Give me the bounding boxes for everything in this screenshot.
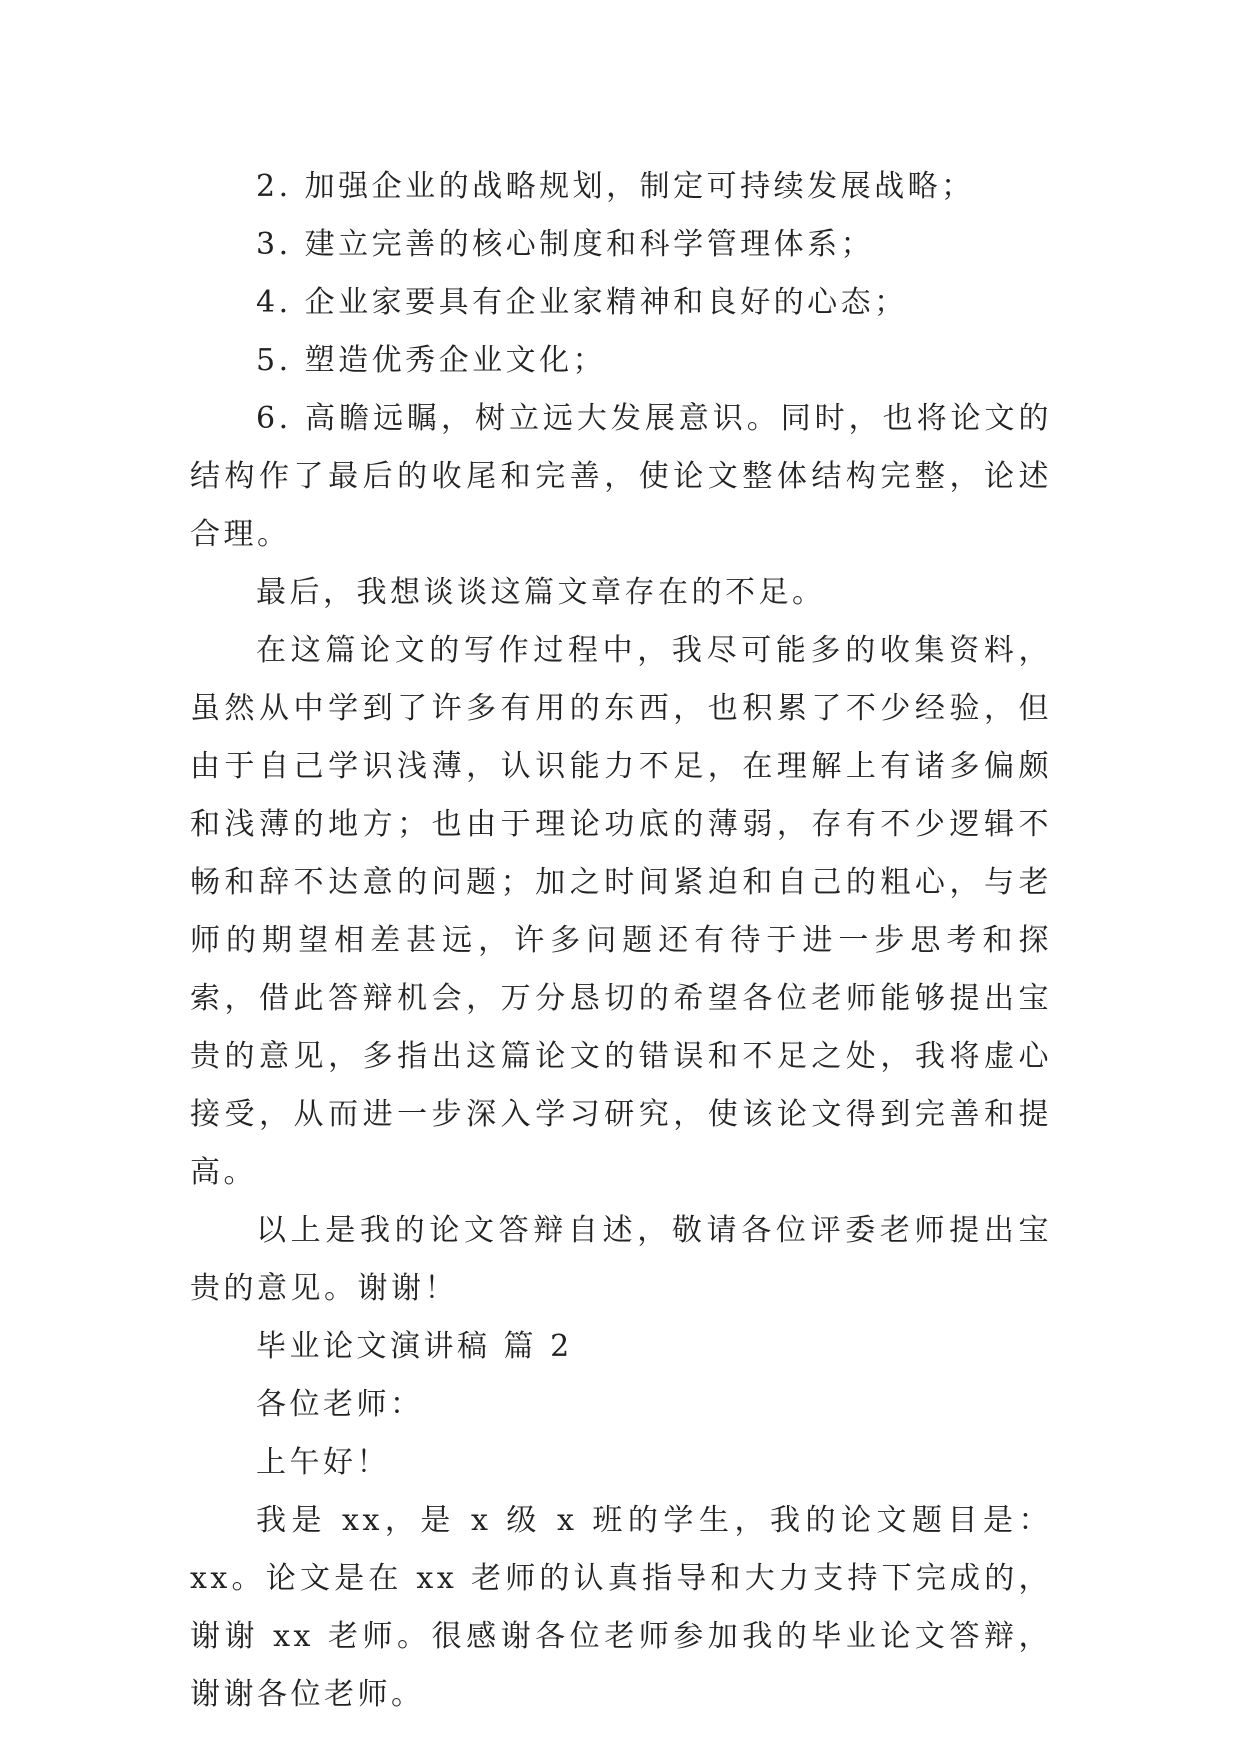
paragraph-item-2: 2. 加强企业的战略规划，制定可持续发展战略； — [256, 169, 975, 204]
paragraph-item-5: 5. 塑造优秀企业文化； — [256, 343, 607, 378]
paragraph-item-6: 6. 高瞻远瞩，树立远大发展意识。同时，也将论文的结构作了最后的收尾和完善，使论文整体结构完整，论述合理。 — [190, 401, 1052, 552]
paragraph-shortcomings-intro: 最后，我想谈谈这篇文章存在的不足。 — [256, 575, 826, 610]
paragraph-item-3: 3. 建立完善的核心制度和科学管理体系； — [256, 227, 875, 262]
section-heading: 毕业论文演讲稿 篇 2 — [256, 1329, 573, 1364]
document-body — [190, 158, 1052, 1724]
paragraph-closing: 以上是我的论文答辩自述，敬请各位评委老师提出宝贵的意见。谢谢！ — [190, 1213, 1052, 1306]
greeting: 上午好！ — [256, 1445, 390, 1480]
salutation: 各位老师： — [256, 1387, 424, 1422]
paragraph-shortcomings-body: 在这篇论文的写作过程中，我尽可能多的收集资料，虽然从中学到了许多有用的东西，也积累了不少经验，但由于自己学识浅薄，认识能力不足，在理解上有诸多偏颇和浅薄的地方；也由于理论功底的薄弱，存有不少逻辑不畅和辞不达意的问题；加之时间紧迫和自己的粗心，与老师的期望相差甚远，许多问题还有待于进一步思考和探索，借此答辩机会，万分恳切的希望各位老师能够提出宝贵的意见，多指出这篇论文的错误和不足之处，我将虚心接受，从而进一步深入学习研究，使该论文得到完善和提高。 — [190, 633, 1052, 1190]
paragraph-self-intro: 我是 xx，是 x 级 x 班的学生，我的论文题目是：xx。论文是在 xx 老师的认真指导和大力支持下完成的，谢谢 xx 老师。很感谢各位老师参加我的毕业论文答辩，谢谢各位老师。 — [190, 1503, 1052, 1712]
paragraph-item-4: 4. 企业家要具有企业家精神和良好的心态； — [256, 285, 908, 320]
